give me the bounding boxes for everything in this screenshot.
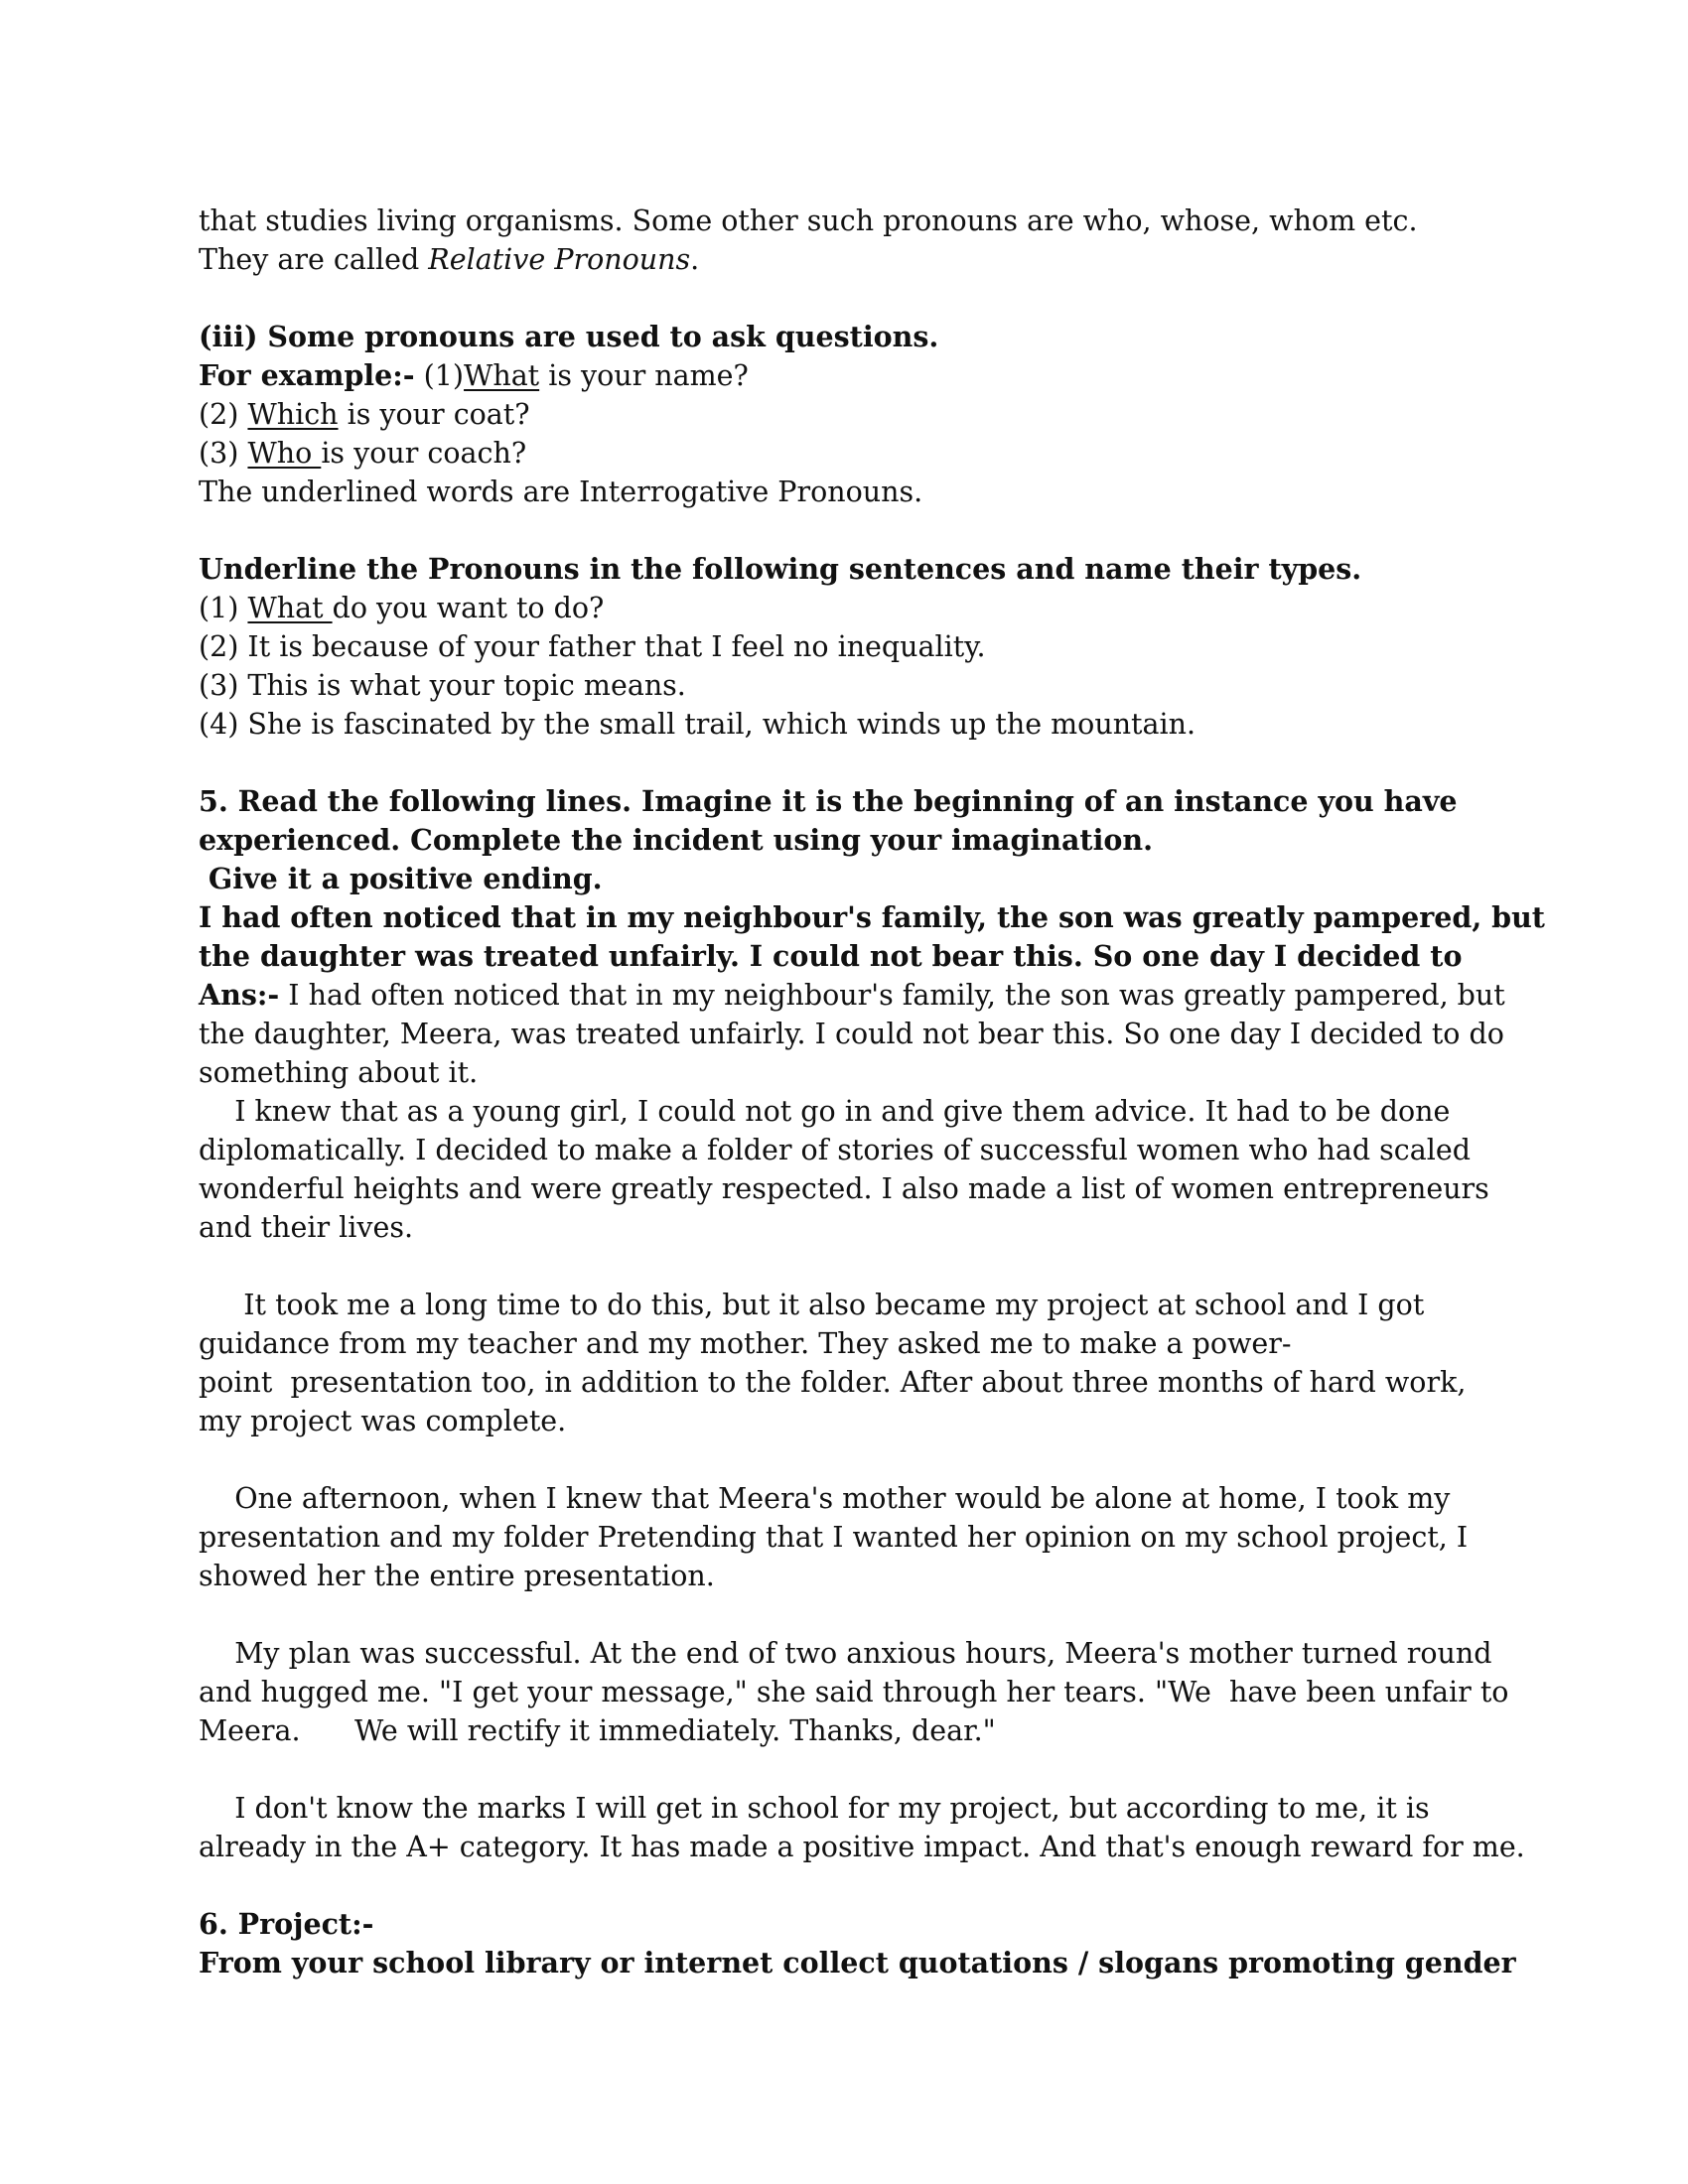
example-1-rest: is your name?	[539, 359, 749, 392]
paragraph-5-line-1: My plan was successful. At the end of two anxious hours, Meera's mother turned round	[199, 1637, 1492, 1670]
exercise-sentence-4: (4) She is fascinated by the small trail, which winds up the mountain.	[199, 708, 1196, 741]
example-1-pronoun: What	[464, 359, 540, 392]
question-5-line-1: 5. Read the following lines. Imagine it is the beginning of an instance you have	[199, 784, 1458, 818]
interrogative-example-1	[199, 356, 1509, 395]
paragraph-2-line-4: and their lives.	[199, 1211, 414, 1244]
answer-line-3: something about it.	[199, 1056, 479, 1089]
example-2-number: (2)	[199, 398, 248, 431]
intro-line-2-suffix: .	[690, 243, 700, 276]
example-1-number: (1)	[414, 359, 465, 392]
paragraph-5-line-2: and hugged me. "I get your message," she said through her tears. "We have been unfair to	[199, 1676, 1509, 1708]
exercise-sentence-1	[199, 589, 1509, 627]
question-5-prompt-1: I had often noticed that in my neighbour's family, the son was greatly pampered, but	[199, 900, 1545, 934]
paragraph-2-line-2: diplomatically. I decided to make a folder of stories of successful women who had scaled	[199, 1134, 1471, 1166]
interrogative-example-2	[199, 395, 1509, 434]
example-3-pronoun: Who	[247, 437, 322, 470]
question-6-line-1: From your school library or internet collect quotations / slogans promoting gender	[199, 1946, 1516, 1979]
paragraph-4-line-2: presentation and my folder Pretending that I wanted her opinion on my school project, I	[199, 1521, 1469, 1554]
exercise-heading: Underline the Pronouns in the following sentences and name their types.	[199, 552, 1362, 586]
answer-line-2: the daughter, Meera, was treated unfairly. I could not bear this. So one day I decided to do	[199, 1018, 1504, 1050]
example-3-rest: is your coach?	[321, 437, 527, 470]
paragraph-4-line-3: showed her the entire presentation.	[199, 1560, 715, 1592]
question-5-prompt-2: the daughter was treated unfairly. I could not bear this. So one day I decided to	[199, 939, 1463, 973]
paragraph-3-line-3: point presentation too, in addition to the folder. After about three months of hard work,	[199, 1366, 1467, 1399]
question-5-line-2: experienced. Complete the incident using your imagination.	[199, 823, 1154, 857]
paragraph-2-line-1: I knew that as a young girl, I could not go in and give them advice. It had to be done	[199, 1095, 1451, 1128]
sentence-1-pronoun: What	[247, 592, 333, 624]
example-2-rest: is your coat?	[338, 398, 530, 431]
answer-line-1	[199, 976, 1509, 1015]
paragraph-3-line-4: my project was complete.	[199, 1405, 567, 1437]
example-2-pronoun: Which	[247, 398, 339, 431]
interrogative-note: The underlined words are Interrogative Pronouns.	[199, 476, 923, 508]
intro-line-1: that studies living organisms. Some other such pronouns are who, whose, whom etc.	[199, 205, 1418, 237]
intro-line-2	[199, 240, 1509, 279]
question-5-line-3: Give it a positive ending.	[199, 862, 603, 895]
relative-pronouns-term: Relative Pronouns	[428, 243, 691, 276]
interrogative-example-3	[199, 434, 1509, 473]
example-3-number: (3)	[199, 437, 248, 470]
paragraph-6-line-2: already in the A+ category. It has made a positive impact. And that's enough reward for me.	[199, 1831, 1525, 1863]
document-page	[199, 202, 1545, 1982]
paragraph-5-line-3: Meera. We will rectify it immediately. Thanks, dear."	[199, 1714, 996, 1747]
exercise-sentence-3: (3) This is what your topic means.	[199, 669, 686, 702]
sentence-1-rest: do you want to do?	[332, 592, 605, 624]
interrogative-heading: (iii) Some pronouns are used to ask questions.	[199, 320, 939, 353]
question-6-heading: 6. Project:-	[199, 1907, 374, 1941]
answer-line-1-text: I had often noticed that in my neighbour's family, the son was greatly pampered, but	[279, 979, 1505, 1012]
exercise-sentence-2: (2) It is because of your father that I feel no inequality.	[199, 630, 986, 663]
paragraph-3-line-1: It took me a long time to do this, but it also became my project at school and I got	[199, 1289, 1425, 1321]
intro-line-2-prefix: They are called	[199, 243, 429, 276]
sentence-1-number: (1)	[199, 592, 248, 624]
paragraph-2-line-3: wonderful heights and were greatly respected. I also made a list of women entrepreneurs	[199, 1172, 1489, 1205]
answer-label: Ans:-	[199, 978, 280, 1012]
example-label: For example:-	[199, 358, 415, 392]
paragraph-3-line-2: guidance from my teacher and my mother. They asked me to make a power-	[199, 1327, 1292, 1360]
paragraph-4-line-1: One afternoon, when I knew that Meera's mother would be alone at home, I took my	[199, 1482, 1451, 1515]
paragraph-6-line-1: I don't know the marks I will get in school for my project, but according to me, it is	[199, 1792, 1430, 1825]
